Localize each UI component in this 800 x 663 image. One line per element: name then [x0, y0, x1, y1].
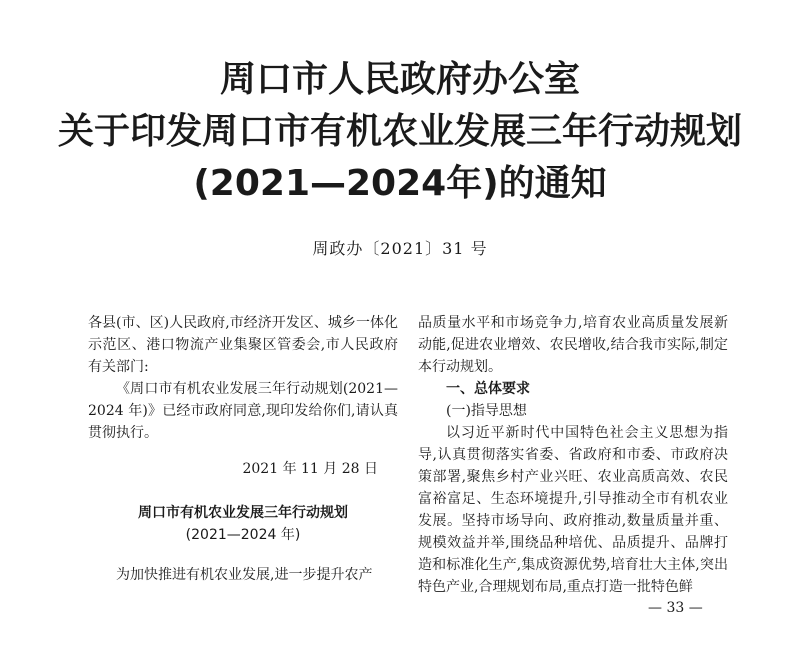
right-column: [418, 312, 728, 598]
title-line-3: (2021—2024年)的通知: [193, 163, 607, 204]
addressee: 各县(市、区)人民政府,市经济开发区、城乡一体化示范区、港口物流产业集聚区管委会,市人民政府有关部门:: [88, 315, 398, 375]
guiding-ideology-paragraph: 以习近平新时代中国特色社会主义思想为指导,认真贯彻落实省委、省政府和市委、市政府决策部署,聚焦乡村产业兴旺、农业高质高效、农民富裕富足、生态环境提升,引导推动全市有机农业发展。坚持市场导向、政府推动,数量质量并重、规模效益并举,围绕品种培优、品质提升、品牌打造和标准化生产,集成资源优势,培育壮大主体,突出特色产业,合理规划布局,重点打造一批特色鲜: [418, 425, 728, 595]
notice-body: 《周口市有机农业发展三年行动规划(2021—2024 年)》已经市政府同意,现印发给你们,请认真贯彻执行。: [88, 381, 398, 441]
plan-title: 周口市有机农业发展三年行动规划: [138, 505, 348, 521]
continuation-paragraph: 品质量水平和市场竞争力,培育农业高质量发展新动能,促进农业增效、农民增收,结合我市实际,制定本行动规划。: [418, 315, 728, 375]
plan-years: (2021—2024 年): [185, 527, 301, 543]
issue-date: 2021 年 11 月 28 日: [242, 461, 378, 477]
document-number: 周政办〔2021〕31 号: [312, 239, 488, 258]
title-line-1: 周口市人民政府办公室: [219, 59, 580, 100]
left-column: [88, 312, 398, 586]
section-heading: 一、总体要求: [446, 381, 530, 397]
subsection-heading: (一)指导思想: [446, 403, 527, 419]
page-number: — 33 —: [648, 600, 703, 616]
lead-paragraph: 为加快推进有机农业发展,进一步提升农产: [116, 567, 373, 583]
title-line-2: 关于印发周口市有机农业发展三年行动规划: [57, 111, 742, 152]
